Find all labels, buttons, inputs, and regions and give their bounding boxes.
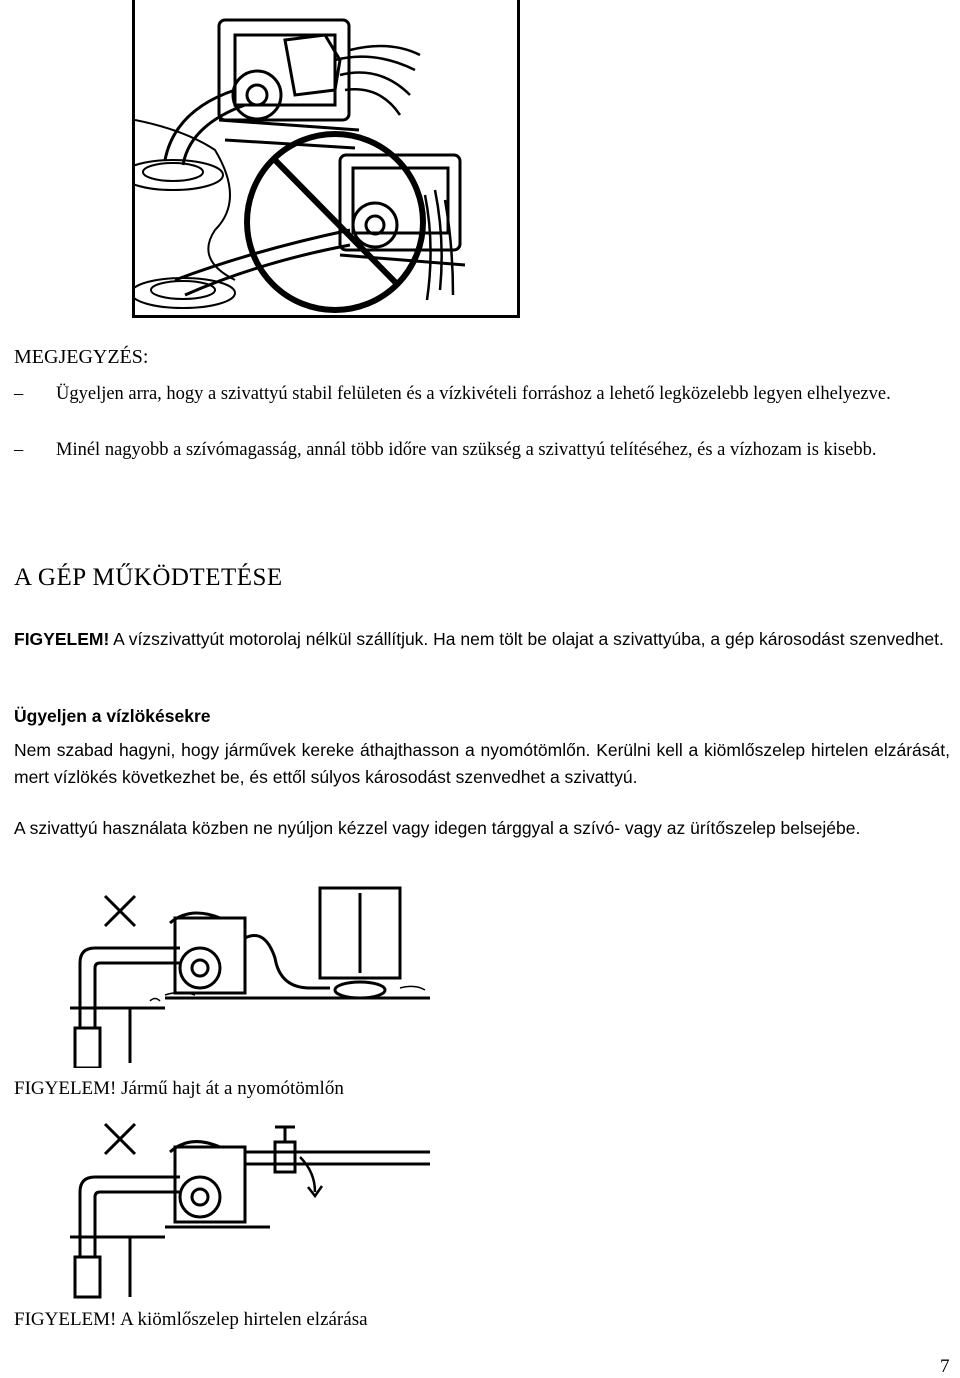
valve-closure-drawing: [70, 1112, 430, 1302]
figure2-caption-label: FIGYELEM!: [14, 1078, 117, 1099]
note-bullet-2: [14, 437, 944, 464]
note-bullet-1: [14, 381, 944, 408]
note-title: MEGJEGYZÉS:: [14, 346, 149, 368]
pump-placement-illustration: [132, 0, 520, 318]
note-bullet-text: Ügyeljen arra, hogy a szivattyú stabil felületen és a vízkivételi forráshoz a lehető legközelebb legyen elhelyezve.: [56, 384, 891, 404]
warning-text: A vízszivattyút motorolaj nélkül szállítjuk. Ha nem tölt be olajat a szivattyúba, a gép károsodást szenvedhet.: [109, 629, 944, 649]
section-title: A GÉP MŰKÖDTETÉSE: [14, 564, 283, 591]
waterhammer-heading: Ügyeljen a vízlökésekre: [14, 706, 211, 726]
figure3-caption: [14, 1309, 368, 1331]
bullet-dash: –: [14, 440, 24, 460]
page-number: 7: [940, 1356, 950, 1377]
vehicle-over-hose-illustration: [70, 878, 430, 1068]
figure2-caption-text: Jármű hajt át a nyomótömlőn: [116, 1078, 344, 1099]
note-bullet-text: Minél nagyobb a szívómagasság, annál több időre van szükség a szivattyú telítéséhez, és a vízhozam is kisebb.: [56, 440, 877, 460]
warning-label: FIGYELEM!: [14, 629, 110, 649]
figure3-caption-text: A kiömlőszelep hirtelen elzárása: [116, 1309, 368, 1330]
figure2-caption: [14, 1078, 344, 1100]
warning-oil-paragraph: [14, 626, 950, 653]
bullet-dash: –: [14, 384, 24, 404]
figure3-caption-label: FIGYELEM!: [14, 1309, 117, 1330]
vehicle-over-hose-drawing: [70, 878, 430, 1068]
valve-closure-illustration: [70, 1112, 430, 1302]
pump-placement-drawing: [135, 0, 517, 315]
waterhammer-paragraph: Nem szabad hagyni, hogy járművek kereke áthajthasson a nyomótömlőn. Kerülni kell a kiömlőszelep hirtelen elzárását, mert vízlökés következhet be, és ettől súlyos károsodást szenvedhet a szivattyú.: [14, 740, 950, 787]
hands-warning-paragraph: A szivattyú használata közben ne nyúljon kézzel vagy idegen tárggyal a szívó- vagy az ürítőszelep belsejébe.: [14, 818, 861, 838]
